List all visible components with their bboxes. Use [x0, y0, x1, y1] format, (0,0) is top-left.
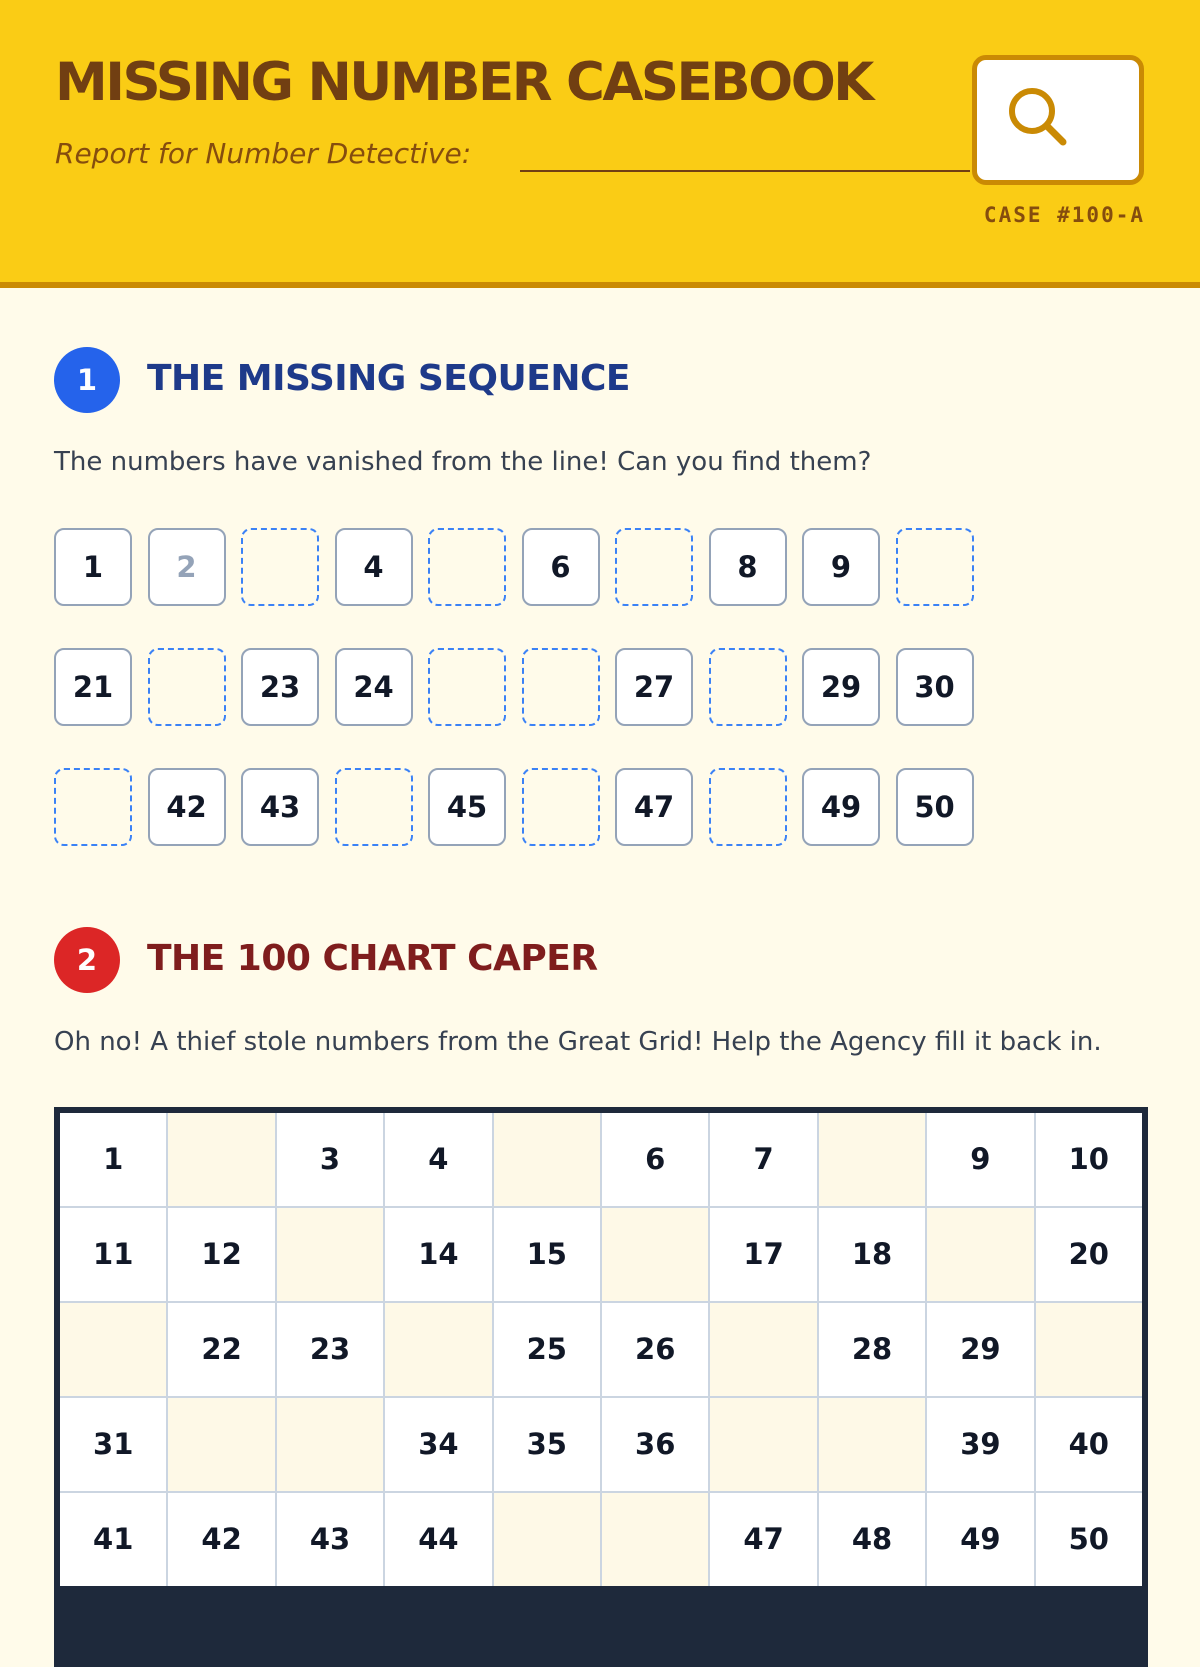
chart-cell: 17: [710, 1208, 816, 1301]
header-banner: [0, 0, 1200, 288]
sequence-blank[interactable]: [54, 768, 132, 846]
sequence-blank[interactable]: [148, 648, 226, 726]
chart-blank-cell[interactable]: [494, 1113, 600, 1206]
section-1-description: The numbers have vanished from the line! Can you find them?: [54, 447, 872, 477]
chart-cell: 42: [168, 1493, 274, 1586]
sequence-blank[interactable]: [335, 768, 413, 846]
chart-blank-cell[interactable]: [277, 1208, 383, 1301]
chart-cell: 6: [602, 1113, 708, 1206]
section-2-title: THE 100 CHART CAPER: [147, 938, 598, 979]
chart-cell: 7: [710, 1113, 816, 1206]
section-2-description: Oh no! A thief stole numbers from the Great Grid! Help the Agency fill it back in.: [54, 1027, 1102, 1057]
chart-cell: 9: [927, 1113, 1033, 1206]
chart-cell: 25: [494, 1303, 600, 1396]
sequence-number: 43: [241, 768, 319, 846]
sequence-number: 1: [54, 528, 132, 606]
chart-blank-cell[interactable]: [277, 1398, 383, 1491]
sequence-number: 30: [896, 648, 974, 726]
chart-cell: 1: [60, 1113, 166, 1206]
chart-blank-cell[interactable]: [710, 1303, 816, 1396]
chart-cell: 31: [60, 1398, 166, 1491]
sequence-blank[interactable]: [522, 648, 600, 726]
hundred-chart: [54, 1107, 1148, 1667]
sequence-number: 49: [802, 768, 880, 846]
chart-cell: 28: [819, 1303, 925, 1396]
chart-cell: 15: [494, 1208, 600, 1301]
section-2-number-badge: 2: [54, 927, 120, 993]
sequence-number: 4: [335, 528, 413, 606]
sequence-blank[interactable]: [896, 528, 974, 606]
chart-cell: 47: [710, 1493, 816, 1586]
chart-blank-cell[interactable]: [602, 1208, 708, 1301]
chart-cell: 22: [168, 1303, 274, 1396]
chart-blank-cell[interactable]: [927, 1208, 1033, 1301]
sequence-number: 9: [802, 528, 880, 606]
hundred-chart-grid: [60, 1113, 1142, 1586]
sequence-number: 47: [615, 768, 693, 846]
sequence-number: 6: [522, 528, 600, 606]
sequence-blank[interactable]: [615, 528, 693, 606]
chart-blank-cell[interactable]: [385, 1303, 491, 1396]
section-1-number-badge: 1: [54, 347, 120, 413]
chart-cell: 41: [60, 1493, 166, 1586]
detective-badge: [972, 55, 1144, 185]
sequence-blank[interactable]: [709, 648, 787, 726]
chart-cell: 43: [277, 1493, 383, 1586]
chart-blank-cell[interactable]: [168, 1113, 274, 1206]
chart-blank-cell[interactable]: [494, 1493, 600, 1586]
sequence-number: 21: [54, 648, 132, 726]
sequence-blank[interactable]: [241, 528, 319, 606]
chart-blank-cell[interactable]: [60, 1303, 166, 1396]
chart-blank-cell[interactable]: [710, 1398, 816, 1491]
chart-cell: 4: [385, 1113, 491, 1206]
chart-cell: 12: [168, 1208, 274, 1301]
sequence-number: 29: [802, 648, 880, 726]
chart-cell: 3: [277, 1113, 383, 1206]
chart-blank-cell[interactable]: [819, 1113, 925, 1206]
sequence-number: 45: [428, 768, 506, 846]
chart-cell: 14: [385, 1208, 491, 1301]
chart-blank-cell[interactable]: [819, 1398, 925, 1491]
section-1-title: THE MISSING SEQUENCE: [147, 358, 630, 399]
detective-name-line[interactable]: [520, 170, 970, 172]
sequence-blank[interactable]: [428, 528, 506, 606]
chart-blank-cell[interactable]: [602, 1493, 708, 1586]
sequence-blank[interactable]: [428, 648, 506, 726]
chart-cell: 11: [60, 1208, 166, 1301]
chart-cell: 40: [1036, 1398, 1142, 1491]
chart-cell: 39: [927, 1398, 1033, 1491]
chart-cell: 35: [494, 1398, 600, 1491]
chart-cell: 49: [927, 1493, 1033, 1586]
magnifying-glass-icon: [1003, 82, 1075, 154]
chart-cell: 20: [1036, 1208, 1142, 1301]
sequence-blank[interactable]: [709, 768, 787, 846]
chart-cell: 26: [602, 1303, 708, 1396]
sequence-number: 50: [896, 768, 974, 846]
chart-cell: 23: [277, 1303, 383, 1396]
chart-cell: 50: [1036, 1493, 1142, 1586]
chart-blank-cell[interactable]: [168, 1398, 274, 1491]
chart-cell: 34: [385, 1398, 491, 1491]
detective-name-label: Report for Number Detective:: [55, 137, 472, 170]
sequence-number: 42: [148, 768, 226, 846]
chart-cell: 36: [602, 1398, 708, 1491]
sequence-number: 8: [709, 528, 787, 606]
chart-cell: 18: [819, 1208, 925, 1301]
chart-cell: 48: [819, 1493, 925, 1586]
page-title: MISSING NUMBER CASEBOOK: [55, 52, 872, 113]
case-number: CASE #100-A: [983, 203, 1145, 227]
chart-blank-cell[interactable]: [1036, 1303, 1142, 1396]
sequence-number: 24: [335, 648, 413, 726]
chart-cell: 10: [1036, 1113, 1142, 1206]
chart-cell: 44: [385, 1493, 491, 1586]
chart-cell: 29: [927, 1303, 1033, 1396]
sequence-number: 2: [148, 528, 226, 606]
sequence-blank[interactable]: [522, 768, 600, 846]
sequence-number: 23: [241, 648, 319, 726]
sequence-number: 27: [615, 648, 693, 726]
